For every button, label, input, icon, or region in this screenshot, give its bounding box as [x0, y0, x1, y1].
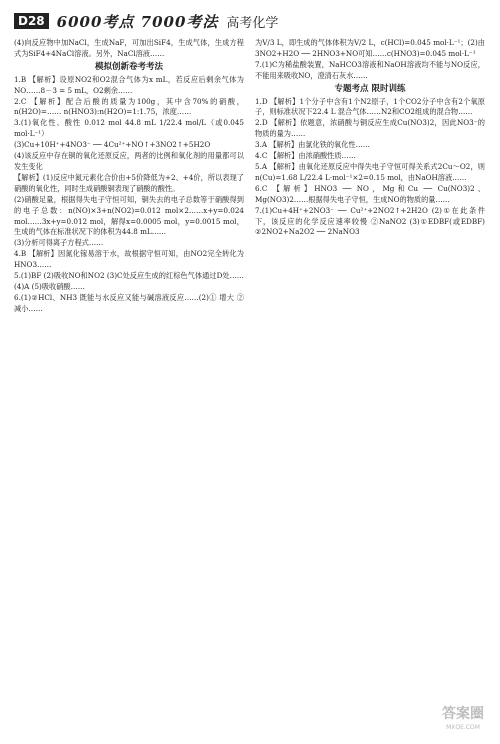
right-paragraph-3: 1.D 【解析】1个分子中含有1个N2原子，1个CO2分子中含有2个氧原子，则标准状况下22.4 L 混合气体……N2和CO2组成的混合物…… — [255, 96, 485, 117]
left-paragraph-6: (4)该反应中存在铜的氧化还原反应，两者的比例和氧化剂的用量都可以发生变化 — [14, 151, 244, 171]
watermark-main: 答案圈 — [442, 706, 484, 722]
left-paragraph-10: 4.B 【解析】因氮化镓易溶于水，故根据守恒可知，由NO2完全转化为HNO3…… — [14, 249, 244, 270]
left-paragraph-3: 2.C 【解析】配合后酸的质量为100g，其中含70%的硝酸，n(H2O)=…… n(HNO3):n(H2O)=1:1.75，浓度…… — [14, 96, 244, 117]
right-paragraph-4: 2.D 【解析】依题意，浓硝酸与铜反应生成Cu(NO3)2，因此NO3⁻的物质的量为…… — [255, 118, 485, 139]
left-paragraph-5: (3)Cu+10H⁺+4NO3⁻ ── 4Cu²⁺+NO↑+3NO2↑+5H2O — [14, 140, 211, 150]
left-paragraph-1: (4)向反应物中加NaCl，生成NaF，可加出SiF4，生成气体，生成方程式为SiF4+4NaCl溶液。另外，NaCl溶液…… — [14, 38, 244, 58]
right-paragraph-7: 5.A 【解析】由氧化还原反应中得失电子守恒可得关系式2Cu～O2，则n(Cu)=1.68 L/22.4 L·mol⁻¹×2=0.15 mol，由NaOH溶液…… — [255, 161, 485, 182]
page-tag: D28 — [14, 13, 49, 29]
left-paragraph-2: 1.B 【解析】设原NO2和O2混合气体为x mL，若反应后剩余气体为NO……8－3 = 5 mL，O2剩余…… — [14, 74, 244, 95]
page-header — [14, 10, 486, 32]
subject-title: 高考化学 — [226, 15, 279, 31]
watermark-sub: MXQE.COM — [446, 724, 480, 731]
left-column — [14, 38, 244, 315]
right-paragraph-8: 6.C 【解析】HNO3 ── NO，Mg和Cu ── Cu(NO3)2、Mg(NO3)2……根据得失电子守恒，生成NO的物质的量…… — [255, 183, 485, 204]
right-column — [255, 38, 485, 238]
series-title: 6000考点 7000考法 — [56, 12, 219, 31]
right-paragraph-2: 7.(1)C为稀盐酸装置，NaHCO3溶液和NaOH溶液均不能与NO反应，不能用来吸收NO，澄清石灰水…… — [255, 59, 485, 80]
left-section-heading: 模拟创新卷考考法 — [94, 61, 163, 72]
left-paragraph-8: (2)硝酸足量，根据得失电子守恒可知，铜失去的电子总数等于硝酸得到的电子总数：n(NO)×3+n(NO2)=0.012 mol×2……x+y=0.024 mol……3x+y=0.012 mol，解得x=0.0005 mol，y=0.0015 mol，生成的气体在标准状况下的体积为44.8 mL…… — [14, 194, 244, 237]
right-paragraph-9: 7.(1)Cu+4H⁺+2NO3⁻ ── Cu²⁺+2NO2↑+2H2O (2)①在此条件下，该反应的化学反应速率较慢 ②NaNO2 (3)①EDBF(或EDBF) ②2NO2+Na2O2 ── 2NaNO3 — [255, 205, 485, 237]
left-paragraph-7: 【解析】(1)反应中氮元素化合价由+5价降低为+2、+4价，所以表现了硝酸的氧化性，同时生成硝酸铜表现了硝酸的酸性。 — [14, 172, 244, 193]
left-paragraph-9: (3)分析可得离子方程式…… — [14, 238, 104, 248]
watermark-logo — [442, 708, 484, 734]
right-paragraph-6: 4.C 【解析】由浓硝酸性质…… — [255, 151, 356, 161]
left-paragraph-4: 3.(1)氧化性、酸性 0.012 mol 44.8 mL 1/22.4 mol/L（或0.045 mol·L⁻¹） — [14, 118, 244, 139]
right-paragraph-1: 为V/3 L，即生成的气体体积为V/2 L，c(HCl)=0.045 mol·L⁻¹；(2)由3NO2+H2O ── 2HNO3+NO可知……c(HNO3)=0.045 mol·L⁻¹ — [255, 38, 485, 58]
right-section-heading: 专题考点 限时训练 — [334, 83, 406, 94]
left-paragraph-12: 6.(1)②HCl、NH3 既能与水反应又能与碱溶液反应……(2)① 增大 ② 减小…… — [14, 292, 244, 313]
right-paragraph-5: 3.A 【解析】由氯化铁的氧化性…… — [255, 140, 370, 150]
left-paragraph-11: 5.(1)BF (2)吸收NO和NO2 (3)C处反应生成的红棕色气体通过D处……(4)A (5)吸收硝酸…… — [14, 271, 244, 291]
